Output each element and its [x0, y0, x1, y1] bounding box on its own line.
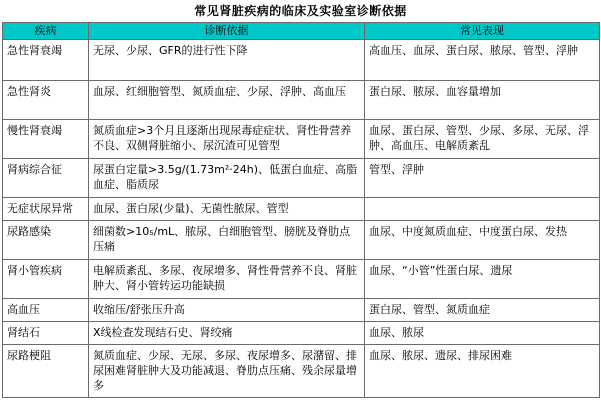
signs-cell: 高血压、血尿、蛋白尿、脓尿、管型、浮肿	[365, 40, 600, 81]
signs-cell: 血尿、脓尿	[365, 322, 600, 345]
disease-cell: 高血压	[3, 299, 89, 322]
header-disease: 疾病	[3, 23, 89, 40]
disease-cell: 慢性肾衰竭	[3, 120, 89, 159]
basis-cell: 血尿、红细胞管型、氮质血症、少尿、浮肿、高血压	[89, 81, 365, 120]
header-signs: 常见表现	[365, 23, 600, 40]
basis-cell: 氮质血症、少尿、无尿、多尿、夜尿增多、尿潴留、排尿困难肾脏肿大及功能减退、脊肋点压痛、残余尿量增多	[89, 345, 365, 398]
disease-cell: 尿路梗阻	[3, 345, 89, 398]
header-row	[3, 23, 600, 40]
signs-cell: 血尿、“小管”性蛋白尿、遗尿	[365, 260, 600, 299]
signs-cell: 血尿、脓尿、遗尿、排尿困难	[365, 345, 600, 398]
disease-cell: 急性肾衰竭	[3, 40, 89, 81]
table-row	[3, 159, 600, 198]
basis-cell: 收缩压/舒张压升高	[89, 299, 365, 322]
disease-cell: 尿路感染	[3, 221, 89, 260]
table-title: 常见肾脏疾病的临床及实验室诊断依据	[194, 4, 407, 18]
table-row	[3, 81, 600, 120]
table-row	[3, 40, 600, 81]
disease-cell: 肾结石	[3, 322, 89, 345]
basis-cell: 细菌数>10₅/mL、脓尿、白细胞管型、膀胱及脊肋点压痛	[89, 221, 365, 260]
header-basis: 诊断依据	[89, 23, 365, 40]
basis-cell: 氮质血症>3个月且逐渐出现尿毒症症状、肾性骨营养不良、双侧肾脏缩小、尿沉渣可见管型	[89, 120, 365, 159]
signs-cell	[365, 198, 600, 221]
signs-cell: 血尿、蛋白尿、管型、少尿、多尿、无尿、浮肿、高血压、电解质紊乱	[365, 120, 600, 159]
basis-cell: 血尿、蛋白尿(少量)、无菌性脓尿、管型	[89, 198, 365, 221]
basis-cell: 电解质紊乱、多尿、夜尿增多、肾性骨营养不良、肾脏肿大、肾小管转运功能缺损	[89, 260, 365, 299]
table-row	[3, 322, 600, 345]
disease-cell: 肾病综合征	[3, 159, 89, 198]
diagnosis-table	[2, 22, 600, 398]
table-row	[3, 221, 600, 260]
basis-cell: X线检查发现结石史、肾绞痛	[89, 322, 365, 345]
signs-cell: 蛋白尿、管型、氮质血症	[365, 299, 600, 322]
signs-cell: 蛋白尿、脓尿、血容量增加	[365, 81, 600, 120]
signs-cell: 血尿、中度氮质血症、中度蛋白尿、发热	[365, 221, 600, 260]
basis-cell: 无尿、少尿、GFR的进行性下降	[89, 40, 365, 81]
table-row	[3, 345, 600, 398]
disease-cell: 无症状尿异常	[3, 198, 89, 221]
table-row	[3, 299, 600, 322]
disease-cell: 急性肾炎	[3, 81, 89, 120]
signs-cell: 管型、浮肿	[365, 159, 600, 198]
table-row	[3, 260, 600, 299]
table-row	[3, 120, 600, 159]
basis-cell: 尿蛋白定量>3.5g/(1.73m²·24h)、低蛋白血症、高脂血症、脂质尿	[89, 159, 365, 198]
table-row	[3, 198, 600, 221]
disease-cell: 肾小管疾病	[3, 260, 89, 299]
